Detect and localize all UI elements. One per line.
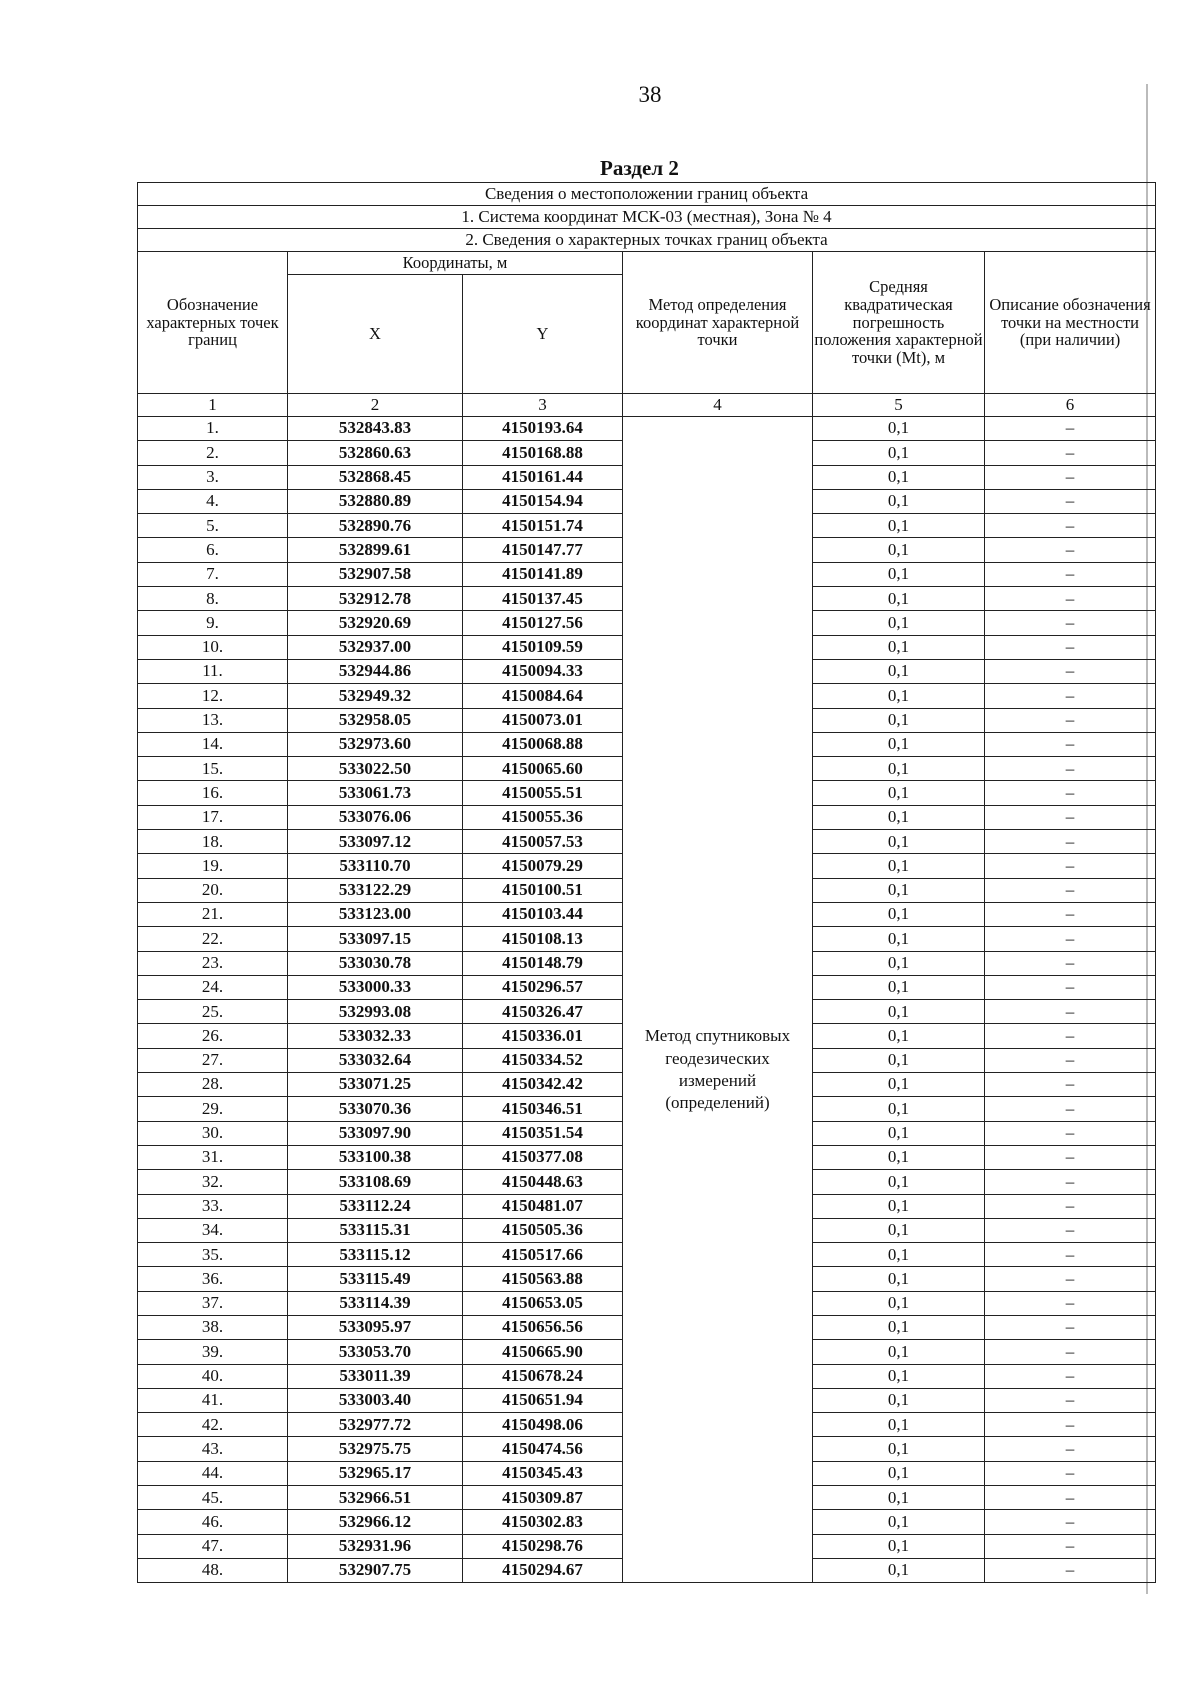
point-description: –	[985, 1024, 1156, 1048]
coordinate-x: 532944.86	[288, 659, 463, 683]
coordinate-x: 533112.24	[288, 1194, 463, 1218]
coordinate-x: 532977.72	[288, 1413, 463, 1437]
point-description: –	[985, 1534, 1156, 1558]
mean-square-error-value: 0,1	[813, 1558, 985, 1582]
coordinate-x: 532931.96	[288, 1534, 463, 1558]
coordinate-y: 4150055.51	[463, 781, 623, 805]
coordinate-y: 4150448.63	[463, 1170, 623, 1194]
column-number: 4	[623, 394, 813, 417]
coordinate-x: 532966.51	[288, 1486, 463, 1510]
coordinate-x: 533115.31	[288, 1218, 463, 1242]
column-number: 5	[813, 394, 985, 417]
coordinate-x: 533070.36	[288, 1097, 463, 1121]
point-number: 29.	[138, 1097, 288, 1121]
coordinate-y: 4150298.76	[463, 1534, 623, 1558]
section-title: Раздел 2	[600, 156, 679, 180]
coordinate-y: 4150161.44	[463, 465, 623, 489]
coordinate-y: 4150505.36	[463, 1218, 623, 1242]
points-table-body	[138, 417, 1156, 1583]
mean-square-error-value: 0,1	[813, 1170, 985, 1194]
point-description: –	[985, 1194, 1156, 1218]
coordinate-y: 4150474.56	[463, 1437, 623, 1461]
point-description: –	[985, 1340, 1156, 1364]
coordinate-y: 4150065.60	[463, 757, 623, 781]
mean-square-error-value: 0,1	[813, 587, 985, 611]
point-description: –	[985, 1000, 1156, 1024]
coordinate-y: 4150073.01	[463, 708, 623, 732]
point-number: 5.	[138, 514, 288, 538]
point-number: 6.	[138, 538, 288, 562]
mean-square-error-value: 0,1	[813, 708, 985, 732]
mean-square-error-value: 0,1	[813, 441, 985, 465]
coordinate-x: 532899.61	[288, 538, 463, 562]
coordinate-y: 4150154.94	[463, 489, 623, 513]
mean-square-error-value: 0,1	[813, 1315, 985, 1339]
coordinate-x: 533053.70	[288, 1340, 463, 1364]
point-description: –	[985, 1315, 1156, 1339]
point-number: 46.	[138, 1510, 288, 1534]
point-description: –	[985, 465, 1156, 489]
point-description: –	[985, 489, 1156, 513]
coordinate-y: 4150057.53	[463, 830, 623, 854]
coordinate-y: 4150345.43	[463, 1461, 623, 1485]
point-number: 25.	[138, 1000, 288, 1024]
point-number: 34.	[138, 1218, 288, 1242]
mean-square-error-value: 0,1	[813, 830, 985, 854]
point-number: 8.	[138, 587, 288, 611]
mean-square-error-value: 0,1	[813, 1145, 985, 1169]
coordinate-x: 533097.12	[288, 830, 463, 854]
coordinate-x: 533095.97	[288, 1315, 463, 1339]
header-point-designation: Обозначение характерных точек границ	[138, 252, 288, 394]
point-number: 37.	[138, 1291, 288, 1315]
mean-square-error-value: 0,1	[813, 1267, 985, 1291]
point-description: –	[985, 951, 1156, 975]
coordinate-y: 4150326.47	[463, 1000, 623, 1024]
point-number: 24.	[138, 975, 288, 999]
coordinate-x: 533022.50	[288, 757, 463, 781]
point-description: –	[985, 538, 1156, 562]
point-description: –	[985, 1388, 1156, 1412]
coordinate-y: 4150296.57	[463, 975, 623, 999]
coordinate-y: 4150665.90	[463, 1340, 623, 1364]
point-number: 23.	[138, 951, 288, 975]
mean-square-error-value: 0,1	[813, 1073, 985, 1097]
point-number: 22.	[138, 927, 288, 951]
mean-square-error-value: 0,1	[813, 1461, 985, 1485]
mean-square-error-value: 0,1	[813, 757, 985, 781]
mean-square-error-value: 0,1	[813, 1097, 985, 1121]
point-description: –	[985, 635, 1156, 659]
coordinate-x: 533011.39	[288, 1364, 463, 1388]
mean-square-error-value: 0,1	[813, 489, 985, 513]
mean-square-error-value: 0,1	[813, 1534, 985, 1558]
point-description: –	[985, 902, 1156, 926]
coordinate-x: 532843.83	[288, 417, 463, 441]
mean-square-error-value: 0,1	[813, 781, 985, 805]
point-number: 26.	[138, 1024, 288, 1048]
coordinate-x: 533097.15	[288, 927, 463, 951]
coordinate-y: 4150678.24	[463, 1364, 623, 1388]
mean-square-error-value: 0,1	[813, 927, 985, 951]
point-number: 4.	[138, 489, 288, 513]
coordinate-x: 533100.38	[288, 1145, 463, 1169]
coordinate-y: 4150141.89	[463, 562, 623, 586]
point-number: 39.	[138, 1340, 288, 1364]
point-description: –	[985, 417, 1156, 441]
coordinate-x: 533030.78	[288, 951, 463, 975]
mean-square-error-value: 0,1	[813, 1243, 985, 1267]
point-description: –	[985, 1413, 1156, 1437]
coordinate-x: 532993.08	[288, 1000, 463, 1024]
point-number: 15.	[138, 757, 288, 781]
point-description: –	[985, 1461, 1156, 1485]
coordinate-y: 4150653.05	[463, 1291, 623, 1315]
coordinate-x: 533032.33	[288, 1024, 463, 1048]
point-number: 19.	[138, 854, 288, 878]
point-description: –	[985, 927, 1156, 951]
coordinate-y: 4150127.56	[463, 611, 623, 635]
mean-square-error-value: 0,1	[813, 1000, 985, 1024]
point-number: 47.	[138, 1534, 288, 1558]
point-number: 33.	[138, 1194, 288, 1218]
coordinate-y: 4150294.67	[463, 1558, 623, 1582]
mean-square-error-value: 0,1	[813, 805, 985, 829]
coordinate-x: 532966.12	[288, 1510, 463, 1534]
point-description: –	[985, 1267, 1156, 1291]
point-number: 21.	[138, 902, 288, 926]
mean-square-error-value: 0,1	[813, 854, 985, 878]
mean-square-error-value: 0,1	[813, 1121, 985, 1145]
coordinate-y: 4150656.56	[463, 1315, 623, 1339]
point-description: –	[985, 684, 1156, 708]
point-description: –	[985, 805, 1156, 829]
mean-square-error-value: 0,1	[813, 684, 985, 708]
header-coordinates-group: Координаты, м	[288, 252, 623, 275]
point-number: 41.	[138, 1388, 288, 1412]
coordinate-y: 4150147.77	[463, 538, 623, 562]
point-description: –	[985, 587, 1156, 611]
point-description: –	[985, 1048, 1156, 1072]
mean-square-error-value: 0,1	[813, 1291, 985, 1315]
point-number: 7.	[138, 562, 288, 586]
coordinate-x: 532920.69	[288, 611, 463, 635]
coordinate-x: 532890.76	[288, 514, 463, 538]
coordinate-x: 532937.00	[288, 635, 463, 659]
point-number: 48.	[138, 1558, 288, 1582]
point-number: 43.	[138, 1437, 288, 1461]
coordinate-x: 533071.25	[288, 1073, 463, 1097]
boundary-points-table	[137, 182, 1156, 1583]
mean-square-error-value: 0,1	[813, 1510, 985, 1534]
coordinate-x: 533108.69	[288, 1170, 463, 1194]
coordinate-y: 4150563.88	[463, 1267, 623, 1291]
coordinate-y: 4150377.08	[463, 1145, 623, 1169]
mean-square-error-value: 0,1	[813, 514, 985, 538]
point-number: 14.	[138, 732, 288, 756]
point-number: 12.	[138, 684, 288, 708]
point-description: –	[985, 562, 1156, 586]
mean-square-error-value: 0,1	[813, 611, 985, 635]
method-text: Метод спутниковых геодезических измерений (определений)	[644, 1026, 791, 1112]
mean-square-error-value: 0,1	[813, 635, 985, 659]
point-description: –	[985, 708, 1156, 732]
point-description: –	[985, 1437, 1156, 1461]
band-coordinate-system: 1. Система координат МСК-03 (местная), Зона № 4	[138, 206, 1156, 229]
coordinate-x: 533000.33	[288, 975, 463, 999]
coordinate-y: 4150309.87	[463, 1486, 623, 1510]
coordinate-y: 4150193.64	[463, 417, 623, 441]
coordinate-x: 533032.64	[288, 1048, 463, 1072]
mean-square-error-value: 0,1	[813, 1364, 985, 1388]
column-number: 3	[463, 394, 623, 417]
coordinate-x: 532973.60	[288, 732, 463, 756]
coordinate-y: 4150342.42	[463, 1073, 623, 1097]
mean-square-error-value: 0,1	[813, 1340, 985, 1364]
point-number: 9.	[138, 611, 288, 635]
point-description: –	[985, 1121, 1156, 1145]
column-number: 2	[288, 394, 463, 417]
column-number: 6	[985, 394, 1156, 417]
band-location-info: Сведения о местоположении границ объекта	[138, 183, 1156, 206]
coordinate-y: 4150068.88	[463, 732, 623, 756]
mean-square-error-value: 0,1	[813, 975, 985, 999]
coordinate-y: 4150079.29	[463, 854, 623, 878]
point-description: –	[985, 659, 1156, 683]
coordinate-x: 533115.49	[288, 1267, 463, 1291]
point-number: 44.	[138, 1461, 288, 1485]
mean-square-error-value: 0,1	[813, 1194, 985, 1218]
point-number: 1.	[138, 417, 288, 441]
point-number: 27.	[138, 1048, 288, 1072]
mean-square-error-value: 0,1	[813, 1437, 985, 1461]
coordinate-y: 4150055.36	[463, 805, 623, 829]
point-description: –	[985, 441, 1156, 465]
point-description: –	[985, 514, 1156, 538]
table-row	[138, 417, 1156, 441]
point-number: 18.	[138, 830, 288, 854]
point-description: –	[985, 878, 1156, 902]
coordinate-x: 533123.00	[288, 902, 463, 926]
point-number: 17.	[138, 805, 288, 829]
coordinate-y: 4150108.13	[463, 927, 623, 951]
point-description: –	[985, 830, 1156, 854]
boundary-points-table-container	[137, 182, 1155, 1583]
point-number: 42.	[138, 1413, 288, 1437]
coordinate-x: 533076.06	[288, 805, 463, 829]
point-description: –	[985, 1486, 1156, 1510]
coordinate-x: 532880.89	[288, 489, 463, 513]
point-number: 36.	[138, 1267, 288, 1291]
header-y: Y	[463, 275, 623, 394]
mean-square-error-value: 0,1	[813, 1388, 985, 1412]
point-number: 40.	[138, 1364, 288, 1388]
point-description: –	[985, 1510, 1156, 1534]
coordinate-y: 4150151.74	[463, 514, 623, 538]
point-description: –	[985, 757, 1156, 781]
mean-square-error-value: 0,1	[813, 538, 985, 562]
mean-square-error-value: 0,1	[813, 902, 985, 926]
point-number: 10.	[138, 635, 288, 659]
coordinate-x: 533061.73	[288, 781, 463, 805]
coordinate-y: 4150346.51	[463, 1097, 623, 1121]
coordinate-x: 533122.29	[288, 878, 463, 902]
coordinate-y: 4150651.94	[463, 1388, 623, 1412]
mean-square-error-value: 0,1	[813, 465, 985, 489]
coordinate-x: 532958.05	[288, 708, 463, 732]
header-mean-square-error: Средняя квадратическая погрешность положения характерной точки (Mt), м	[813, 252, 985, 394]
mean-square-error-value: 0,1	[813, 562, 985, 586]
mean-square-error-value: 0,1	[813, 732, 985, 756]
point-number: 3.	[138, 465, 288, 489]
header-x: X	[288, 275, 463, 394]
coordinate-x: 532868.45	[288, 465, 463, 489]
point-description: –	[985, 975, 1156, 999]
point-number: 35.	[138, 1243, 288, 1267]
column-numbers-row	[138, 394, 1156, 417]
point-description: –	[985, 1170, 1156, 1194]
method-cell	[623, 417, 813, 1583]
point-description: –	[985, 854, 1156, 878]
coordinate-x: 533110.70	[288, 854, 463, 878]
point-description: –	[985, 1558, 1156, 1582]
header-point-description: Описание обозначения точки на местности (при наличии)	[985, 252, 1156, 394]
coordinate-y: 4150094.33	[463, 659, 623, 683]
coordinate-x: 533097.90	[288, 1121, 463, 1145]
coordinate-x: 532907.75	[288, 1558, 463, 1582]
page-number: 38	[638, 82, 662, 107]
mean-square-error-value: 0,1	[813, 1048, 985, 1072]
point-number: 2.	[138, 441, 288, 465]
header-method: Метод определения координат характерной точки	[623, 252, 813, 394]
coordinate-y: 4150351.54	[463, 1121, 623, 1145]
point-description: –	[985, 1291, 1156, 1315]
mean-square-error-value: 0,1	[813, 417, 985, 441]
coordinate-y: 4150109.59	[463, 635, 623, 659]
point-description: –	[985, 1243, 1156, 1267]
point-number: 38.	[138, 1315, 288, 1339]
coordinate-y: 4150517.66	[463, 1243, 623, 1267]
point-number: 45.	[138, 1486, 288, 1510]
point-description: –	[985, 1218, 1156, 1242]
point-number: 28.	[138, 1073, 288, 1097]
point-number: 11.	[138, 659, 288, 683]
coordinate-x: 532907.58	[288, 562, 463, 586]
point-description: –	[985, 1097, 1156, 1121]
coordinate-x: 533115.12	[288, 1243, 463, 1267]
coordinate-y: 4150336.01	[463, 1024, 623, 1048]
mean-square-error-value: 0,1	[813, 878, 985, 902]
coordinate-y: 4150148.79	[463, 951, 623, 975]
coordinate-x: 532975.75	[288, 1437, 463, 1461]
point-number: 13.	[138, 708, 288, 732]
point-description: –	[985, 732, 1156, 756]
coordinate-y: 4150103.44	[463, 902, 623, 926]
mean-square-error-value: 0,1	[813, 659, 985, 683]
coordinate-y: 4150334.52	[463, 1048, 623, 1072]
point-number: 20.	[138, 878, 288, 902]
coordinate-y: 4150498.06	[463, 1413, 623, 1437]
point-description: –	[985, 611, 1156, 635]
point-number: 16.	[138, 781, 288, 805]
mean-square-error-value: 0,1	[813, 1024, 985, 1048]
mean-square-error-value: 0,1	[813, 1218, 985, 1242]
point-description: –	[985, 1073, 1156, 1097]
coordinate-y: 4150168.88	[463, 441, 623, 465]
mean-square-error-value: 0,1	[813, 951, 985, 975]
mean-square-error-value: 0,1	[813, 1413, 985, 1437]
point-description: –	[985, 1145, 1156, 1169]
coordinate-y: 4150084.64	[463, 684, 623, 708]
coordinate-y: 4150481.07	[463, 1194, 623, 1218]
point-number: 32.	[138, 1170, 288, 1194]
point-number: 31.	[138, 1145, 288, 1169]
point-number: 30.	[138, 1121, 288, 1145]
column-number: 1	[138, 394, 288, 417]
coordinate-y: 4150302.83	[463, 1510, 623, 1534]
coordinate-x: 532965.17	[288, 1461, 463, 1485]
coordinate-x: 532912.78	[288, 587, 463, 611]
point-description: –	[985, 1364, 1156, 1388]
coordinate-y: 4150137.45	[463, 587, 623, 611]
coordinate-x: 532949.32	[288, 684, 463, 708]
coordinate-y: 4150100.51	[463, 878, 623, 902]
coordinate-x: 533003.40	[288, 1388, 463, 1412]
point-description: –	[985, 781, 1156, 805]
coordinate-x: 532860.63	[288, 441, 463, 465]
mean-square-error-value: 0,1	[813, 1486, 985, 1510]
band-characteristic-points: 2. Сведения о характерных точках границ объекта	[138, 229, 1156, 252]
coordinate-x: 533114.39	[288, 1291, 463, 1315]
